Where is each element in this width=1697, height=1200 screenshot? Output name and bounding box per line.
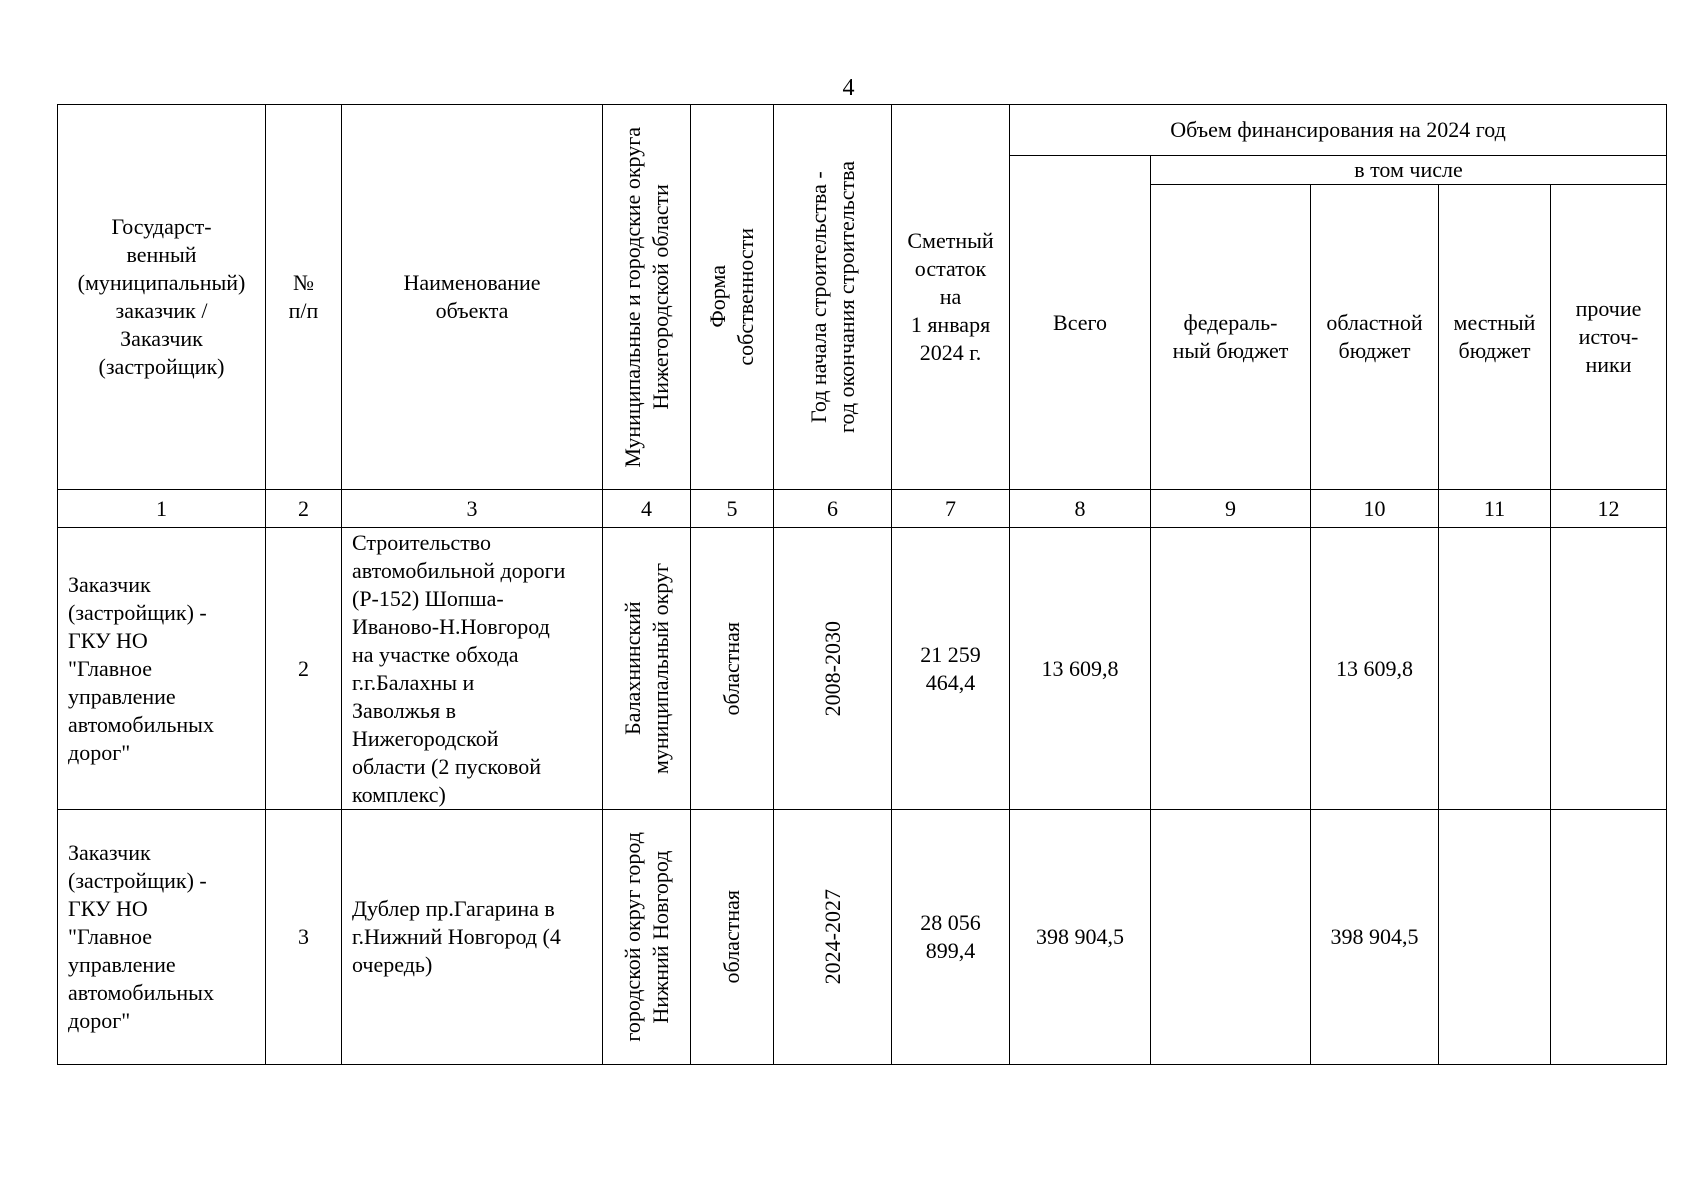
- column-number: 3: [342, 490, 603, 528]
- cell-line: "Главное: [68, 655, 152, 681]
- cell-regional: 398 904,5: [1311, 809, 1439, 1064]
- cell-other: [1551, 528, 1667, 809]
- column-number: 9: [1151, 490, 1311, 528]
- header-municipal-line: Муниципальные и городские округа: [619, 126, 645, 468]
- cell-line: г.Нижний Новгород (4: [352, 923, 561, 949]
- header-row-top: [58, 105, 1667, 156]
- cell-line: на участке обхода: [352, 641, 519, 667]
- cell-line: городской округ город: [619, 832, 645, 1042]
- cell-estimate: [892, 809, 1010, 1064]
- cell-ownership: [691, 528, 774, 809]
- cell-line: комплекс): [352, 781, 446, 807]
- cell-ownership: [691, 809, 774, 1064]
- cell-line: Иваново-Н.Новгород: [352, 613, 550, 639]
- cell-line: ГКУ НО: [68, 627, 148, 653]
- cell-estimate: [892, 528, 1010, 809]
- cell-years: [774, 528, 892, 809]
- column-number: 1: [58, 490, 266, 528]
- cell-total: 13 609,8: [1010, 528, 1151, 809]
- cell-line: Заказчик: [68, 571, 151, 597]
- cell-line: (застройщик) -: [68, 599, 207, 625]
- cell-local: [1439, 809, 1551, 1064]
- column-number: 8: [1010, 490, 1151, 528]
- column-number: 11: [1439, 490, 1551, 528]
- header-including: в том числе: [1151, 156, 1667, 185]
- cell-line: управление: [68, 683, 176, 709]
- header-local: [1439, 185, 1551, 490]
- cell-line: области (2 пусковой: [352, 753, 541, 779]
- cell-object: [342, 528, 603, 809]
- header-num-line: №: [293, 270, 314, 296]
- cell-federal: [1151, 528, 1311, 809]
- column-number: 6: [774, 490, 892, 528]
- cell-customer: [58, 528, 266, 809]
- header-customer-line: венный: [126, 242, 197, 268]
- header-customer: [58, 105, 266, 490]
- cell-line: автомобильных: [68, 979, 214, 1005]
- financing-table: [57, 104, 1667, 1065]
- cell-object: [342, 809, 603, 1064]
- header-estimate: [892, 105, 1010, 490]
- header-other: [1551, 185, 1667, 490]
- header-customer-line: заказчик /: [115, 298, 208, 324]
- cell-line: областная: [719, 621, 744, 716]
- cell-line: 2008-2030: [819, 620, 845, 717]
- header-regional: [1311, 185, 1439, 490]
- header-municipal: [603, 105, 691, 490]
- header-num-line: п/п: [288, 298, 319, 324]
- column-number: 7: [892, 490, 1010, 528]
- header-federal-line: ный бюджет: [1172, 338, 1289, 364]
- column-number-row: [58, 490, 1667, 528]
- cell-line: автомобильных: [68, 711, 214, 737]
- cell-line: Строительство: [352, 529, 492, 555]
- cell-years: [774, 809, 892, 1064]
- cell-line: управление: [68, 951, 176, 977]
- header-regional-line: областной: [1326, 310, 1423, 336]
- header-federal: [1151, 185, 1311, 490]
- page-number: 4: [842, 75, 855, 101]
- column-number: 10: [1311, 490, 1439, 528]
- cell-municipal: [603, 528, 691, 809]
- header-ownership: [691, 105, 774, 490]
- header-ownership-line: собственности: [733, 228, 758, 366]
- cell-total: 398 904,5: [1010, 809, 1151, 1064]
- cell-line: ГКУ НО: [68, 895, 148, 921]
- cell-line: Дублер пр.Гагарина в: [352, 895, 555, 921]
- cell-customer: [58, 809, 266, 1064]
- header-num: [266, 105, 342, 490]
- header-customer-line: (муниципальный): [77, 270, 246, 296]
- cell-line: 899,4: [925, 937, 976, 963]
- header-local-line: бюджет: [1458, 338, 1531, 364]
- header-years: [774, 105, 892, 490]
- cell-line: Заказчик: [68, 839, 151, 865]
- column-number: 2: [266, 490, 342, 528]
- cell-line: (застройщик) -: [68, 867, 207, 893]
- cell-line: автомобильной дороги: [352, 557, 566, 583]
- cell-municipal: [603, 809, 691, 1064]
- header-funding-title: Объем финансирования на 2024 год: [1010, 105, 1667, 156]
- header-years-line: Год начала строительства -: [805, 171, 831, 424]
- header-object-line: объекта: [435, 298, 509, 324]
- cell-num: 2: [266, 528, 342, 809]
- column-number: 4: [603, 490, 691, 528]
- cell-regional: 13 609,8: [1311, 528, 1439, 809]
- cell-federal: [1151, 809, 1311, 1064]
- cell-line: очередь): [352, 951, 433, 977]
- header-other-line: источ-: [1578, 324, 1639, 350]
- header-estimate-line: 1 января: [910, 312, 991, 338]
- cell-other: [1551, 809, 1667, 1064]
- cell-line: Балахнинский: [619, 601, 645, 736]
- column-number: 12: [1551, 490, 1667, 528]
- cell-line: Нижегородской: [352, 725, 499, 751]
- header-years-line: год окончания строительства: [833, 161, 859, 434]
- header-regional-line: бюджет: [1338, 338, 1411, 364]
- header-estimate-line: на: [939, 284, 962, 310]
- header-other-line: прочие: [1575, 296, 1642, 322]
- cell-line: 464,4: [925, 669, 976, 695]
- header-municipal-line: Нижегородской области: [647, 184, 673, 410]
- cell-line: Нижний Новгород: [647, 850, 673, 1024]
- table-row: [58, 809, 1667, 1064]
- header-object-line: Наименование: [403, 270, 541, 296]
- cell-num: 3: [266, 809, 342, 1064]
- cell-local: [1439, 528, 1551, 809]
- cell-line: муниципальный округ: [647, 563, 673, 775]
- cell-line: Заволжья в: [352, 697, 456, 723]
- cell-line: дорог": [68, 1007, 131, 1033]
- header-estimate-line: Сметный: [907, 228, 994, 254]
- header-object-name: [342, 105, 603, 490]
- cell-line: "Главное: [68, 923, 152, 949]
- header-other-line: ники: [1585, 352, 1632, 378]
- cell-line: 21 259: [920, 641, 981, 667]
- header-customer-line: Заказчик: [120, 326, 203, 352]
- header-estimate-line: остаток: [914, 256, 987, 282]
- table-row: [58, 528, 1667, 809]
- cell-line: (Р-152) Шопша-: [352, 585, 504, 611]
- header-customer-line: (застройщик): [98, 354, 225, 380]
- cell-line: областная: [719, 890, 744, 984]
- cell-line: дорог": [68, 739, 131, 765]
- cell-line: 28 056: [920, 909, 981, 935]
- header-ownership-line: Форма: [705, 265, 730, 329]
- cell-line: 2024-2027: [819, 889, 845, 985]
- header-total: Всего: [1010, 156, 1151, 490]
- cell-line: г.г.Балахны и: [352, 669, 475, 695]
- column-number: 5: [691, 490, 774, 528]
- header-estimate-line: 2024 г.: [919, 340, 982, 366]
- header-customer-line: Государст-: [111, 214, 212, 240]
- header-federal-line: федераль-: [1183, 310, 1278, 336]
- header-local-line: местный: [1453, 310, 1536, 336]
